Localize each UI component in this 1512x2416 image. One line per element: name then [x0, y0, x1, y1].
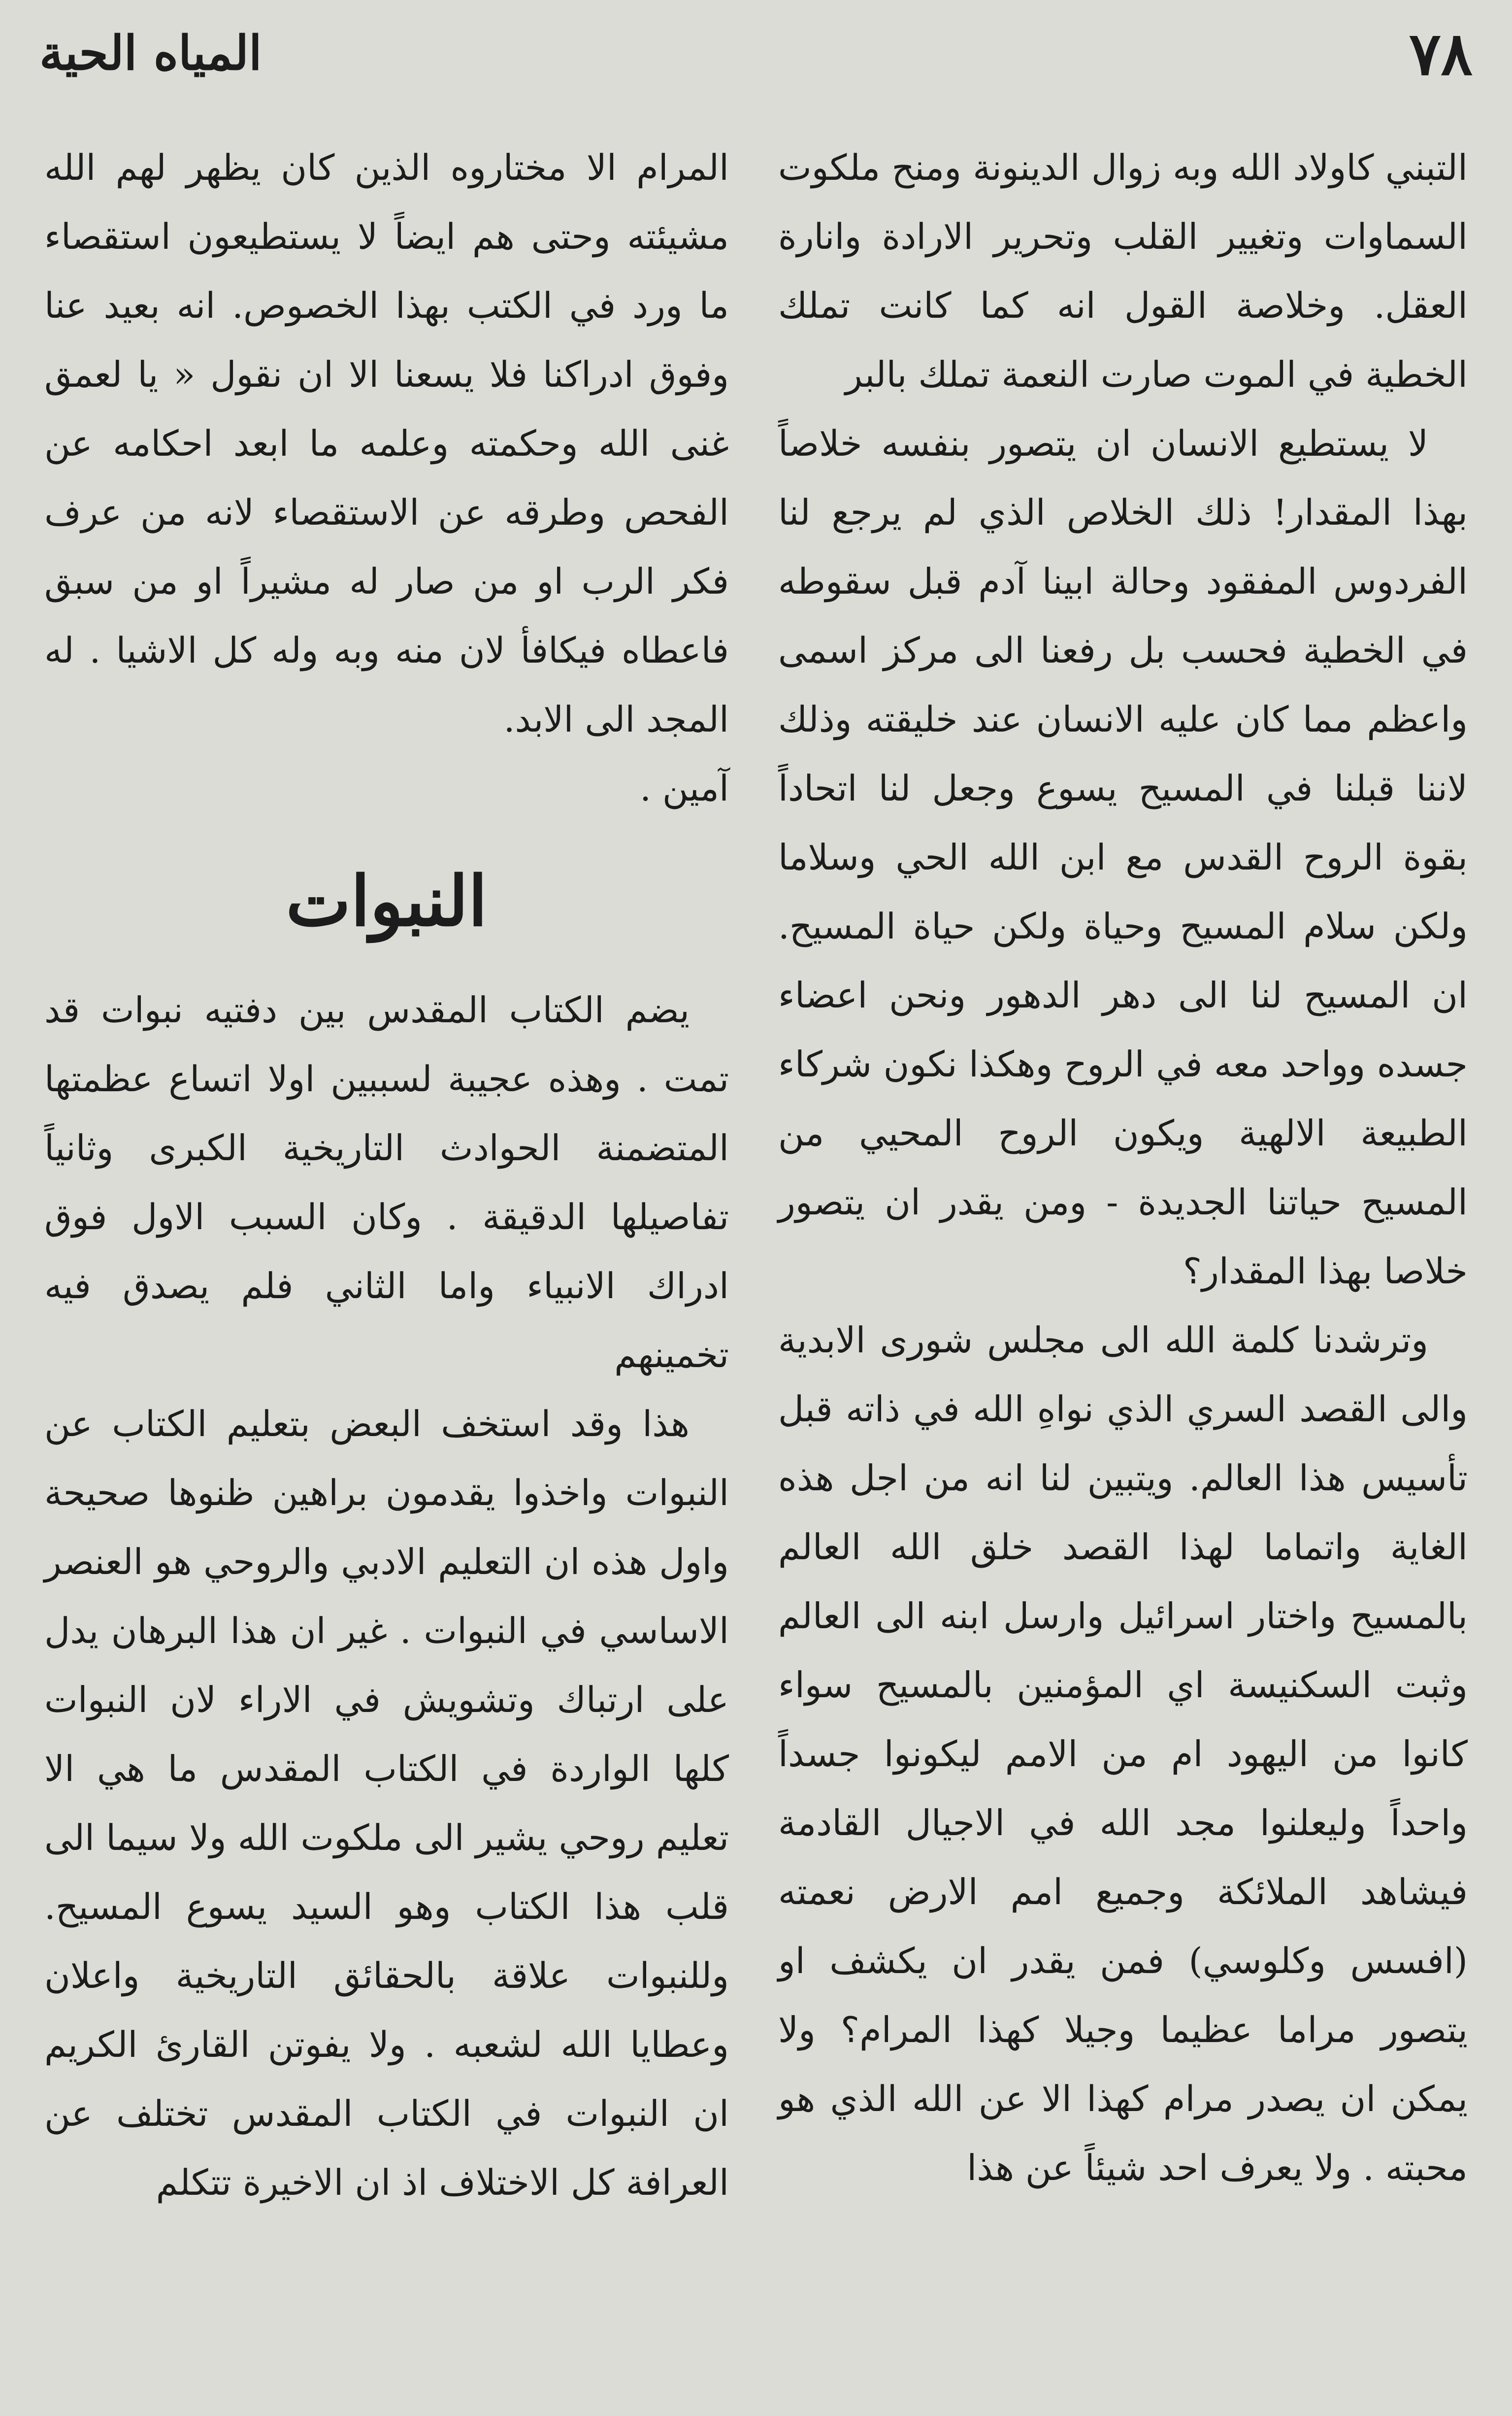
paragraph: هذا وقد استخف البعض بتعليم الكتاب عن النبوات واخذوا يقدمون براهين ظنوها صحيحة واول هذه ان التعليم الادبي والروحي هو العنصر الاساسي في النبوات . غير ان هذا البرهان يدل على ارتباك وتشويش في الاراء لان النبوات كلها الواردة في الكتاب المقدس ما هي الا تعليم روحي يشير الى ملكوت الله ولا سيما الى قلب هذا الكتاب وهو السيد يسوع المسيح. وللنبوات علاقة بالحقائق التاريخية واعلان وعطايا الله لشعبه . ولا يفوتن القارئ الكريم ان النبوات في الكتاب المقدس تختلف عن العرافة كل الاختلاف اذ ان الاخيرة تتكلم: [44, 1403, 729, 2203]
running-title: المياه الحية: [39, 25, 262, 81]
page-number: ٧٨: [1409, 19, 1473, 89]
page-header: [39, 20, 1473, 118]
paragraph: وترشدنا كلمة الله الى مجلس شورى الابدية والى القصد السري الذي نواهِ الله في ذاته قبل تأسيس هذا العالم. ويتبين لنا انه من اجل هذه الغاية واتماما لهذا القصد خلق الله العالم بالمسيح واختار اسرائيل وارسل ابنه الى العالم وثبت السكنيسة اي المؤمنين بالمسيح سواء كانوا من اليهود ام من الامم ليكونوا جسداً واحداً وليعلنوا مجد الله في الاجيال القادمة فيشاهد الملائكة وجميع امم الارض نعمته (افسس وكلوسي) فمن يقدر ان يكشف او يتصور مراما عظيما وجيلا كهذا المرام؟ ولا يمكن ان يصدر مرام كهذا الا عن الله الذي هو محبته . ولا يعرف احد شيئاً عن هذا: [778, 1319, 1468, 2188]
paragraph: لا يستطيع الانسان ان يتصور بنفسه خلاصاً بهذا المقدار! ذلك الخلاص الذي لم يرجع لنا الفردوس المفقود وحالة ابينا آدم قبل سقوطه في الخطية فحسب بل رفعنا الى مركز اسمى واعظم مما كان عليه الانسان عند خليقته وذلك لاننا قبلنا في المسيح يسوع وجعل لنا اتحاداً بقوة الروح القدس مع ابن الله الحي وسلاما ولكن سلام المسيح وحياة ولكن حياة المسيح. ان المسيح لنا الى دهر الدهور ونحن اعضاء جسده وواحد معه في الروح وهكذا نكون شركاء الطبيعة الالهية ويكون الروح المحيي من المسيح حياتنا الجديدة - ومن يقدر ان يتصور خلاصا بهذا المقدار؟: [778, 423, 1468, 1292]
right-column: [778, 133, 1468, 2202]
paragraph: التبني كاولاد الله وبه زوال الدينونة ومنح ملكوت السماوات وتغيير القلب وتحرير الارادة وانارة العقل. وخلاصة القول انه كما كانت تملك الخطية في الموت صارت النعمة تملك بالبر: [778, 147, 1468, 395]
paragraph: المرام الا مختاروه الذين كان يظهر لهم الله مشيئته وحتى هم ايضاً لا يستطيعون استقصاء ما ورد في الكتب بهذا الخصوص. انه بعيد عنا وفوق ادراكنا فلا يسعنا الا ان نقول « يا لعمق غنى الله وحكمته وعلمه ما ابعد احكامه عن الفحص وطرقه عن الاستقصاء لانه من عرف فكر الرب او من صار له مشيراً او من سبق فاعطاه فيكافأ لان منه وبه وله كل الاشيا . له المجد الى الابد.: [44, 147, 729, 740]
section-title: النبوات: [286, 861, 488, 942]
amen-line: آمين .: [640, 768, 729, 809]
left-column: [44, 133, 729, 2217]
paragraph: يضم الكتاب المقدس بين دفتيه نبوات قد تمت . وهذه عجيبة لسببين اولا اتساع عظمتها المتضمنة الحوادث التاريخية الكبرى وثانياً تفاصيلها الدقيقة . وكان السبب الاول فوق ادراك الانبياء واما الثاني فلم يصدق فيه تخمينهم: [44, 989, 729, 1376]
